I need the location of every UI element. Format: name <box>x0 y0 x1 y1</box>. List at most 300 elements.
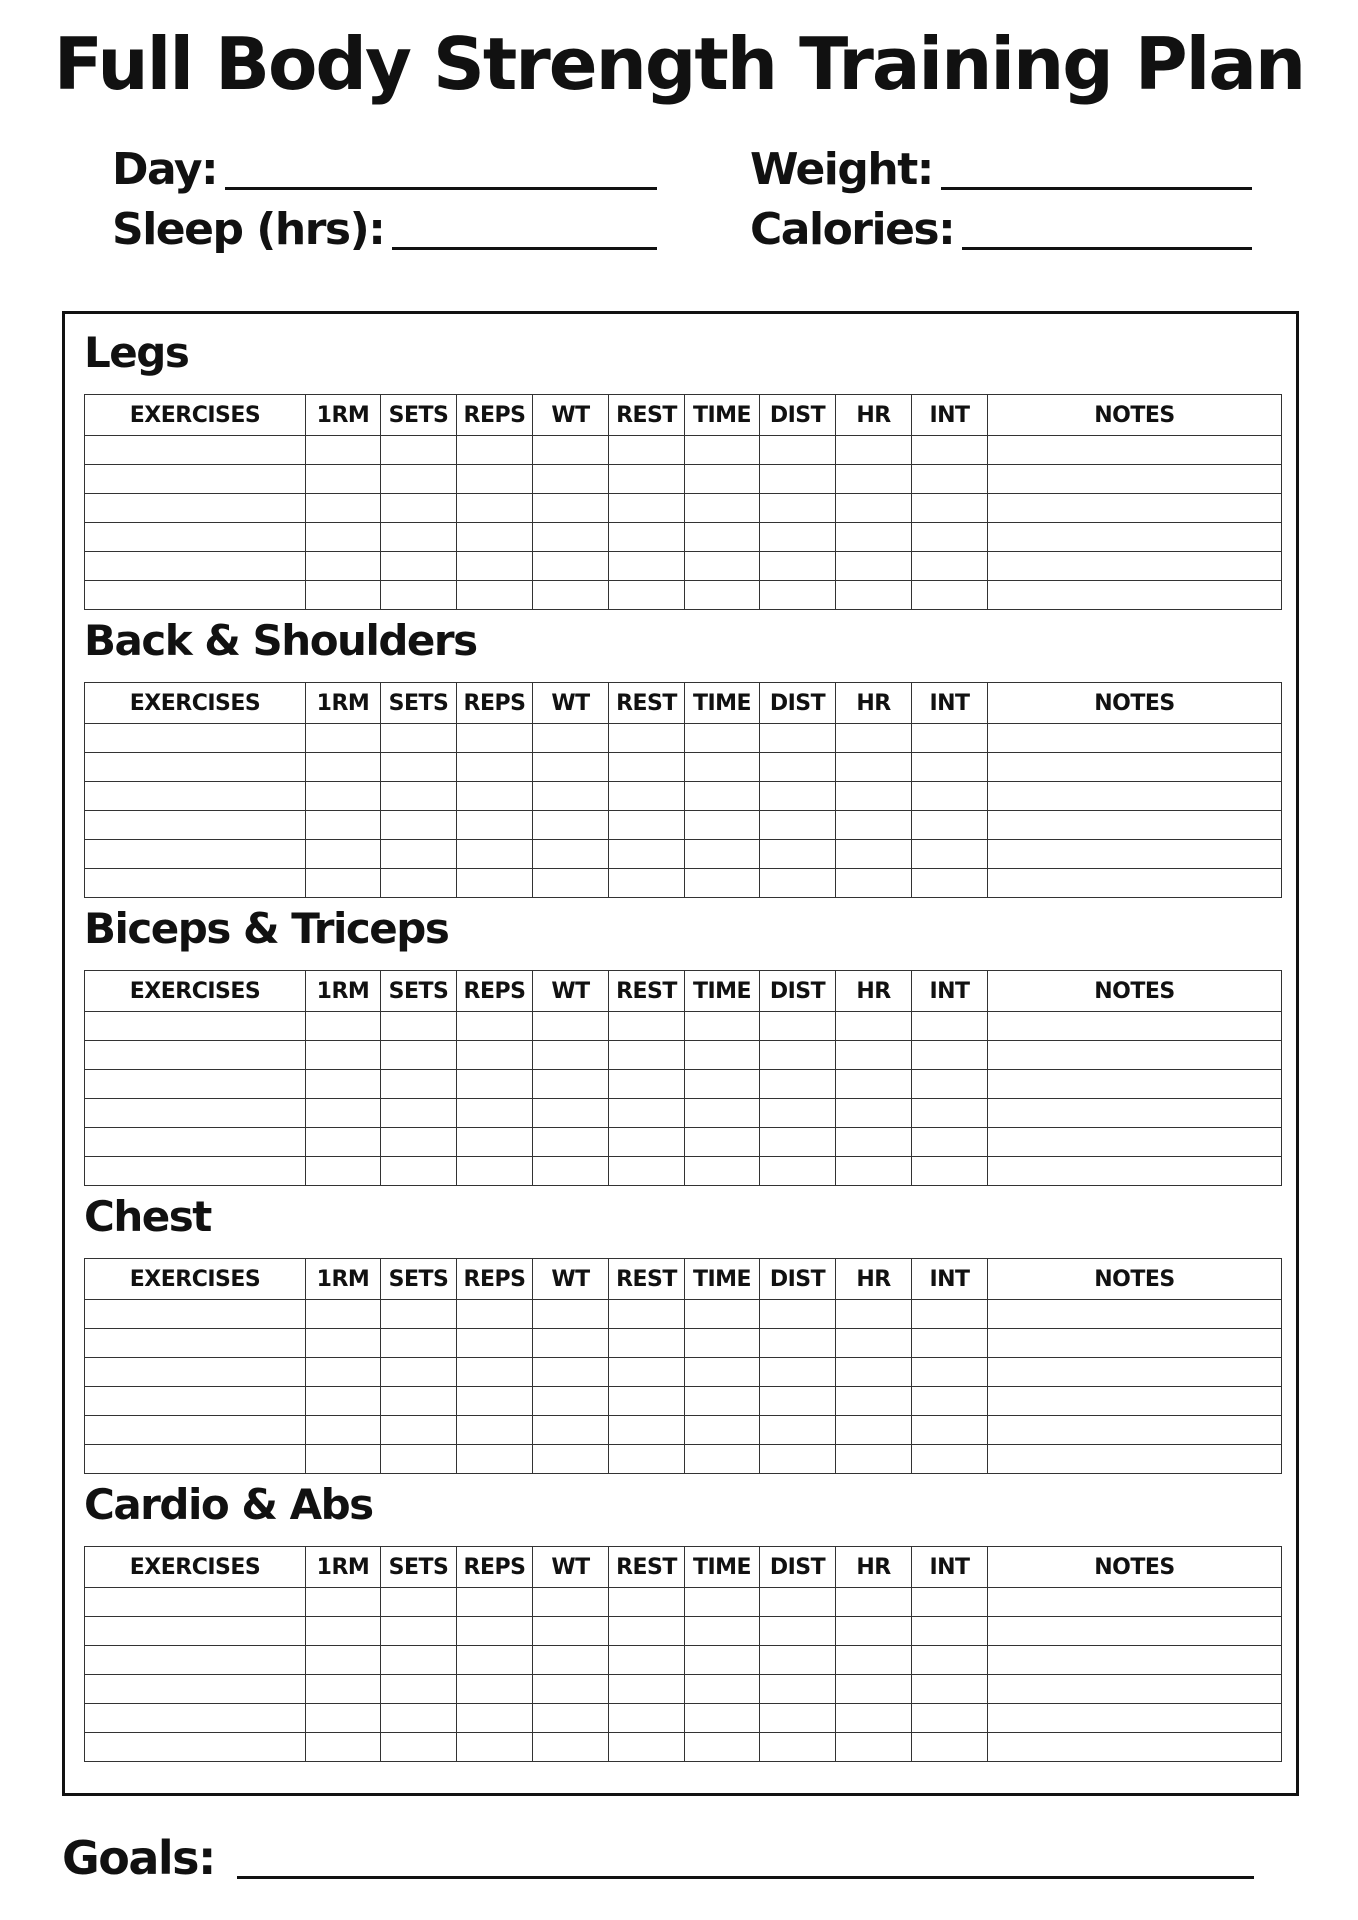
entry-cell[interactable] <box>381 436 457 465</box>
entry-cell[interactable] <box>760 1675 836 1704</box>
entry-cell[interactable] <box>533 1675 609 1704</box>
entry-cell[interactable] <box>760 552 836 581</box>
entry-cell[interactable] <box>988 1157 1282 1186</box>
entry-cell[interactable] <box>609 1070 685 1099</box>
entry-cell[interactable] <box>306 1733 381 1762</box>
entry-cell[interactable] <box>381 1157 457 1186</box>
entry-cell[interactable] <box>912 581 988 610</box>
entry-cell[interactable] <box>912 724 988 753</box>
entry-cell[interactable] <box>988 1704 1282 1733</box>
entry-cell[interactable] <box>760 581 836 610</box>
entry-cell[interactable] <box>609 1445 685 1474</box>
entry-cell[interactable] <box>912 494 988 523</box>
entry-cell[interactable] <box>457 581 533 610</box>
entry-cell[interactable] <box>912 1588 988 1617</box>
entry-cell[interactable] <box>685 1588 760 1617</box>
entry-cell[interactable] <box>533 1157 609 1186</box>
entry-cell[interactable] <box>85 552 306 581</box>
entry-cell[interactable] <box>609 1387 685 1416</box>
entry-cell[interactable] <box>85 1157 306 1186</box>
entry-cell[interactable] <box>533 523 609 552</box>
entry-cell[interactable] <box>457 869 533 898</box>
entry-cell[interactable] <box>685 1445 760 1474</box>
entry-cell[interactable] <box>306 1041 381 1070</box>
entry-cell[interactable] <box>912 1157 988 1186</box>
entry-cell[interactable] <box>836 1012 912 1041</box>
entry-cell[interactable] <box>85 869 306 898</box>
entry-cell[interactable] <box>912 753 988 782</box>
entry-cell[interactable] <box>685 1387 760 1416</box>
entry-cell[interactable] <box>306 1646 381 1675</box>
calories-field[interactable] <box>750 204 1252 255</box>
entry-cell[interactable] <box>988 1675 1282 1704</box>
entry-cell[interactable] <box>836 1445 912 1474</box>
entry-cell[interactable] <box>912 1704 988 1733</box>
entry-cell[interactable] <box>609 1329 685 1358</box>
entry-cell[interactable] <box>609 552 685 581</box>
entry-cell[interactable] <box>836 869 912 898</box>
entry-cell[interactable] <box>457 1041 533 1070</box>
entry-cell[interactable] <box>457 1733 533 1762</box>
entry-cell[interactable] <box>85 1070 306 1099</box>
entry-cell[interactable] <box>306 1704 381 1733</box>
entry-cell[interactable] <box>533 753 609 782</box>
entry-cell[interactable] <box>685 724 760 753</box>
entry-cell[interactable] <box>988 1329 1282 1358</box>
entry-cell[interactable] <box>533 552 609 581</box>
entry-cell[interactable] <box>685 869 760 898</box>
entry-cell[interactable] <box>760 1445 836 1474</box>
entry-cell[interactable] <box>836 1416 912 1445</box>
entry-cell[interactable] <box>760 724 836 753</box>
entry-cell[interactable] <box>457 523 533 552</box>
entry-cell[interactable] <box>306 1588 381 1617</box>
entry-cell[interactable] <box>457 724 533 753</box>
entry-cell[interactable] <box>685 1041 760 1070</box>
entry-cell[interactable] <box>381 1358 457 1387</box>
entry-cell[interactable] <box>912 436 988 465</box>
entry-cell[interactable] <box>609 494 685 523</box>
entry-cell[interactable] <box>760 782 836 811</box>
entry-cell[interactable] <box>912 1041 988 1070</box>
entry-cell[interactable] <box>760 753 836 782</box>
entry-cell[interactable] <box>381 840 457 869</box>
entry-cell[interactable] <box>760 869 836 898</box>
entry-cell[interactable] <box>306 840 381 869</box>
entry-cell[interactable] <box>988 1416 1282 1445</box>
entry-cell[interactable] <box>988 782 1282 811</box>
entry-cell[interactable] <box>988 1733 1282 1762</box>
entry-cell[interactable] <box>760 1128 836 1157</box>
entry-cell[interactable] <box>760 1012 836 1041</box>
entry-cell[interactable] <box>836 1099 912 1128</box>
entry-cell[interactable] <box>609 581 685 610</box>
entry-cell[interactable] <box>988 1012 1282 1041</box>
entry-cell[interactable] <box>533 1646 609 1675</box>
entry-cell[interactable] <box>760 1416 836 1445</box>
entry-cell[interactable] <box>988 494 1282 523</box>
entry-cell[interactable] <box>85 1733 306 1762</box>
entry-cell[interactable] <box>988 1300 1282 1329</box>
entry-cell[interactable] <box>609 811 685 840</box>
entry-cell[interactable] <box>912 782 988 811</box>
entry-cell[interactable] <box>85 1012 306 1041</box>
entry-cell[interactable] <box>609 869 685 898</box>
entry-cell[interactable] <box>609 1157 685 1186</box>
entry-cell[interactable] <box>836 1387 912 1416</box>
sleep-field[interactable] <box>112 204 657 255</box>
entry-cell[interactable] <box>685 465 760 494</box>
entry-cell[interactable] <box>85 1704 306 1733</box>
entry-cell[interactable] <box>381 869 457 898</box>
entry-cell[interactable] <box>381 1099 457 1128</box>
entry-cell[interactable] <box>609 1617 685 1646</box>
entry-cell[interactable] <box>306 1387 381 1416</box>
entry-cell[interactable] <box>685 1733 760 1762</box>
entry-cell[interactable] <box>836 1358 912 1387</box>
entry-cell[interactable] <box>85 1128 306 1157</box>
entry-cell[interactable] <box>533 1617 609 1646</box>
entry-cell[interactable] <box>533 465 609 494</box>
goals-field[interactable] <box>62 1831 1254 1885</box>
entry-cell[interactable] <box>533 1733 609 1762</box>
entry-cell[interactable] <box>912 1733 988 1762</box>
entry-cell[interactable] <box>457 1099 533 1128</box>
entry-cell[interactable] <box>988 436 1282 465</box>
entry-cell[interactable] <box>457 1646 533 1675</box>
day-field[interactable] <box>112 144 657 195</box>
entry-cell[interactable] <box>381 1012 457 1041</box>
entry-cell[interactable] <box>609 782 685 811</box>
entry-cell[interactable] <box>85 494 306 523</box>
entry-cell[interactable] <box>988 1617 1282 1646</box>
entry-cell[interactable] <box>457 840 533 869</box>
entry-cell[interactable] <box>912 1445 988 1474</box>
entry-cell[interactable] <box>381 1646 457 1675</box>
entry-cell[interactable] <box>457 552 533 581</box>
entry-cell[interactable] <box>381 1588 457 1617</box>
entry-cell[interactable] <box>760 494 836 523</box>
entry-cell[interactable] <box>912 869 988 898</box>
entry-cell[interactable] <box>685 1329 760 1358</box>
entry-cell[interactable] <box>85 1646 306 1675</box>
entry-cell[interactable] <box>760 1704 836 1733</box>
entry-cell[interactable] <box>760 465 836 494</box>
entry-cell[interactable] <box>533 1070 609 1099</box>
calories-input-line[interactable] <box>962 247 1252 250</box>
entry-cell[interactable] <box>912 1358 988 1387</box>
day-input-line[interactable] <box>225 187 657 190</box>
entry-cell[interactable] <box>457 1588 533 1617</box>
entry-cell[interactable] <box>457 1157 533 1186</box>
entry-cell[interactable] <box>760 1358 836 1387</box>
entry-cell[interactable] <box>381 1416 457 1445</box>
entry-cell[interactable] <box>381 1329 457 1358</box>
entry-cell[interactable] <box>836 1128 912 1157</box>
entry-cell[interactable] <box>306 782 381 811</box>
entry-cell[interactable] <box>760 1300 836 1329</box>
entry-cell[interactable] <box>912 552 988 581</box>
entry-cell[interactable] <box>912 1387 988 1416</box>
entry-cell[interactable] <box>836 1617 912 1646</box>
entry-cell[interactable] <box>912 1070 988 1099</box>
entry-cell[interactable] <box>685 581 760 610</box>
sleep-input-line[interactable] <box>392 247 657 250</box>
entry-cell[interactable] <box>306 552 381 581</box>
entry-cell[interactable] <box>760 1041 836 1070</box>
entry-cell[interactable] <box>685 1416 760 1445</box>
entry-cell[interactable] <box>381 465 457 494</box>
entry-cell[interactable] <box>306 724 381 753</box>
entry-cell[interactable] <box>609 1300 685 1329</box>
entry-cell[interactable] <box>533 1445 609 1474</box>
entry-cell[interactable] <box>988 1646 1282 1675</box>
entry-cell[interactable] <box>85 1588 306 1617</box>
entry-cell[interactable] <box>609 523 685 552</box>
entry-cell[interactable] <box>760 840 836 869</box>
entry-cell[interactable] <box>685 1157 760 1186</box>
entry-cell[interactable] <box>836 840 912 869</box>
entry-cell[interactable] <box>609 436 685 465</box>
entry-cell[interactable] <box>381 1675 457 1704</box>
entry-cell[interactable] <box>306 436 381 465</box>
entry-cell[interactable] <box>760 1157 836 1186</box>
entry-cell[interactable] <box>533 1041 609 1070</box>
entry-cell[interactable] <box>381 724 457 753</box>
entry-cell[interactable] <box>381 1128 457 1157</box>
entry-cell[interactable] <box>685 1617 760 1646</box>
entry-cell[interactable] <box>306 869 381 898</box>
entry-cell[interactable] <box>85 436 306 465</box>
entry-cell[interactable] <box>85 1416 306 1445</box>
entry-cell[interactable] <box>85 465 306 494</box>
entry-cell[interactable] <box>988 811 1282 840</box>
entry-cell[interactable] <box>381 1733 457 1762</box>
entry-cell[interactable] <box>912 840 988 869</box>
entry-cell[interactable] <box>685 1070 760 1099</box>
entry-cell[interactable] <box>609 724 685 753</box>
entry-cell[interactable] <box>306 581 381 610</box>
entry-cell[interactable] <box>533 581 609 610</box>
entry-cell[interactable] <box>912 1416 988 1445</box>
entry-cell[interactable] <box>381 1041 457 1070</box>
entry-cell[interactable] <box>533 1588 609 1617</box>
entry-cell[interactable] <box>609 1041 685 1070</box>
entry-cell[interactable] <box>760 1070 836 1099</box>
entry-cell[interactable] <box>760 1099 836 1128</box>
entry-cell[interactable] <box>912 1646 988 1675</box>
entry-cell[interactable] <box>85 1300 306 1329</box>
entry-cell[interactable] <box>760 1617 836 1646</box>
entry-cell[interactable] <box>988 1070 1282 1099</box>
entry-cell[interactable] <box>685 1358 760 1387</box>
entry-cell[interactable] <box>85 782 306 811</box>
entry-cell[interactable] <box>306 1070 381 1099</box>
entry-cell[interactable] <box>760 1588 836 1617</box>
entry-cell[interactable] <box>306 1157 381 1186</box>
entry-cell[interactable] <box>533 1128 609 1157</box>
entry-cell[interactable] <box>457 1012 533 1041</box>
entry-cell[interactable] <box>609 1646 685 1675</box>
entry-cell[interactable] <box>685 1675 760 1704</box>
entry-cell[interactable] <box>685 1099 760 1128</box>
goals-input-line[interactable] <box>237 1876 1254 1879</box>
entry-cell[interactable] <box>533 1416 609 1445</box>
entry-cell[interactable] <box>306 1445 381 1474</box>
entry-cell[interactable] <box>836 811 912 840</box>
entry-cell[interactable] <box>760 1329 836 1358</box>
entry-cell[interactable] <box>609 1675 685 1704</box>
entry-cell[interactable] <box>988 1041 1282 1070</box>
entry-cell[interactable] <box>836 1646 912 1675</box>
entry-cell[interactable] <box>457 782 533 811</box>
entry-cell[interactable] <box>912 1128 988 1157</box>
entry-cell[interactable] <box>306 1416 381 1445</box>
entry-cell[interactable] <box>533 840 609 869</box>
entry-cell[interactable] <box>685 552 760 581</box>
entry-cell[interactable] <box>457 1300 533 1329</box>
entry-cell[interactable] <box>306 1128 381 1157</box>
entry-cell[interactable] <box>609 1128 685 1157</box>
entry-cell[interactable] <box>685 782 760 811</box>
entry-cell[interactable] <box>912 1675 988 1704</box>
entry-cell[interactable] <box>836 465 912 494</box>
entry-cell[interactable] <box>533 1329 609 1358</box>
entry-cell[interactable] <box>533 782 609 811</box>
entry-cell[interactable] <box>685 523 760 552</box>
entry-cell[interactable] <box>609 1733 685 1762</box>
entry-cell[interactable] <box>533 724 609 753</box>
entry-cell[interactable] <box>533 1099 609 1128</box>
entry-cell[interactable] <box>85 1387 306 1416</box>
entry-cell[interactable] <box>381 581 457 610</box>
entry-cell[interactable] <box>685 1300 760 1329</box>
entry-cell[interactable] <box>609 1416 685 1445</box>
entry-cell[interactable] <box>457 1358 533 1387</box>
entry-cell[interactable] <box>836 1704 912 1733</box>
entry-cell[interactable] <box>836 1675 912 1704</box>
entry-cell[interactable] <box>457 1617 533 1646</box>
entry-cell[interactable] <box>457 494 533 523</box>
entry-cell[interactable] <box>609 840 685 869</box>
entry-cell[interactable] <box>381 1387 457 1416</box>
entry-cell[interactable] <box>685 494 760 523</box>
entry-cell[interactable] <box>85 581 306 610</box>
entry-cell[interactable] <box>609 753 685 782</box>
entry-cell[interactable] <box>85 840 306 869</box>
entry-cell[interactable] <box>457 1128 533 1157</box>
entry-cell[interactable] <box>381 1704 457 1733</box>
entry-cell[interactable] <box>306 753 381 782</box>
entry-cell[interactable] <box>381 811 457 840</box>
entry-cell[interactable] <box>381 753 457 782</box>
entry-cell[interactable] <box>85 1358 306 1387</box>
entry-cell[interactable] <box>381 523 457 552</box>
entry-cell[interactable] <box>912 523 988 552</box>
entry-cell[interactable] <box>836 1329 912 1358</box>
entry-cell[interactable] <box>988 581 1282 610</box>
entry-cell[interactable] <box>85 1329 306 1358</box>
entry-cell[interactable] <box>912 465 988 494</box>
entry-cell[interactable] <box>381 552 457 581</box>
entry-cell[interactable] <box>912 1329 988 1358</box>
entry-cell[interactable] <box>381 1070 457 1099</box>
entry-cell[interactable] <box>533 494 609 523</box>
entry-cell[interactable] <box>988 552 1282 581</box>
entry-cell[interactable] <box>760 1733 836 1762</box>
entry-cell[interactable] <box>988 1358 1282 1387</box>
entry-cell[interactable] <box>457 753 533 782</box>
entry-cell[interactable] <box>836 724 912 753</box>
weight-input-line[interactable] <box>941 187 1252 190</box>
entry-cell[interactable] <box>306 1358 381 1387</box>
entry-cell[interactable] <box>533 869 609 898</box>
entry-cell[interactable] <box>988 1128 1282 1157</box>
entry-cell[interactable] <box>85 523 306 552</box>
entry-cell[interactable] <box>609 1588 685 1617</box>
entry-cell[interactable] <box>685 840 760 869</box>
entry-cell[interactable] <box>836 523 912 552</box>
entry-cell[interactable] <box>306 1329 381 1358</box>
entry-cell[interactable] <box>457 1329 533 1358</box>
entry-cell[interactable] <box>533 1704 609 1733</box>
entry-cell[interactable] <box>533 811 609 840</box>
entry-cell[interactable] <box>533 1012 609 1041</box>
entry-cell[interactable] <box>836 1070 912 1099</box>
entry-cell[interactable] <box>912 1012 988 1041</box>
entry-cell[interactable] <box>836 552 912 581</box>
entry-cell[interactable] <box>381 1300 457 1329</box>
entry-cell[interactable] <box>988 753 1282 782</box>
entry-cell[interactable] <box>457 1387 533 1416</box>
entry-cell[interactable] <box>381 782 457 811</box>
entry-cell[interactable] <box>988 869 1282 898</box>
entry-cell[interactable] <box>760 811 836 840</box>
entry-cell[interactable] <box>685 1128 760 1157</box>
entry-cell[interactable] <box>381 1617 457 1646</box>
entry-cell[interactable] <box>85 1041 306 1070</box>
entry-cell[interactable] <box>912 1099 988 1128</box>
entry-cell[interactable] <box>457 1704 533 1733</box>
entry-cell[interactable] <box>457 1675 533 1704</box>
entry-cell[interactable] <box>988 465 1282 494</box>
entry-cell[interactable] <box>457 436 533 465</box>
entry-cell[interactable] <box>988 1445 1282 1474</box>
entry-cell[interactable] <box>760 523 836 552</box>
entry-cell[interactable] <box>306 494 381 523</box>
entry-cell[interactable] <box>912 1617 988 1646</box>
entry-cell[interactable] <box>685 1012 760 1041</box>
entry-cell[interactable] <box>457 811 533 840</box>
entry-cell[interactable] <box>836 1733 912 1762</box>
entry-cell[interactable] <box>836 782 912 811</box>
entry-cell[interactable] <box>836 1300 912 1329</box>
weight-field[interactable] <box>750 144 1252 195</box>
entry-cell[interactable] <box>760 1646 836 1675</box>
entry-cell[interactable] <box>85 724 306 753</box>
entry-cell[interactable] <box>381 1445 457 1474</box>
entry-cell[interactable] <box>685 811 760 840</box>
entry-cell[interactable] <box>836 1157 912 1186</box>
entry-cell[interactable] <box>85 1099 306 1128</box>
entry-cell[interactable] <box>912 1300 988 1329</box>
entry-cell[interactable] <box>85 1445 306 1474</box>
entry-cell[interactable] <box>306 1012 381 1041</box>
entry-cell[interactable] <box>381 494 457 523</box>
entry-cell[interactable] <box>533 1387 609 1416</box>
entry-cell[interactable] <box>988 840 1282 869</box>
entry-cell[interactable] <box>685 436 760 465</box>
